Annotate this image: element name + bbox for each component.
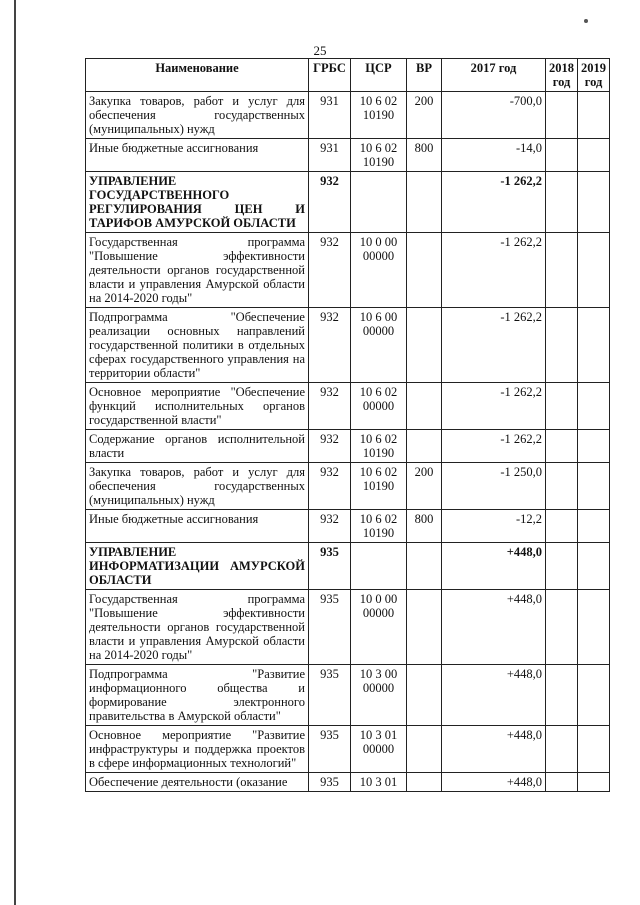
cell-grbs: 932 <box>309 463 351 510</box>
cell-name: Подпрограмма "Обеспечение реализации основных направлений государственной политики в отдельных сферах государственного управления на территории области" <box>86 308 309 383</box>
col-header-grbs: ГРБС <box>309 59 351 92</box>
cell-name: Государственная программа "Повышение эффективности деятельности органов государственной власти и управления Амурской области на 2014-2020 годы" <box>86 233 309 308</box>
cell-name: УПРАВЛЕНИЕ ГОСУДАРСТВЕННОГО РЕГУЛИРОВАНИЯ ЦЕН И ТАРИФОВ АМУРСКОЙ ОБЛАСТИ <box>86 172 309 233</box>
cell-grbs: 935 <box>309 590 351 665</box>
cell-grbs: 931 <box>309 92 351 139</box>
cell-2018 <box>546 430 578 463</box>
table-header-row <box>86 59 610 92</box>
cell-csr: 10 6 02 10190 <box>351 510 407 543</box>
cell-2019 <box>578 510 610 543</box>
col-header-name: Наименование <box>86 59 309 92</box>
cell-2018 <box>546 773 578 792</box>
cell-name: Государственная программа "Повышение эффективности деятельности органов государственной власти и управления Амурской области на 2014-2020 годы" <box>86 590 309 665</box>
table-row <box>86 308 610 383</box>
cell-2018 <box>546 92 578 139</box>
cell-vr <box>407 383 442 430</box>
cell-name: Иные бюджетные ассигнования <box>86 510 309 543</box>
cell-vr <box>407 430 442 463</box>
cell-2017: +448,0 <box>442 726 546 773</box>
cell-2017: -700,0 <box>442 92 546 139</box>
cell-grbs: 932 <box>309 510 351 543</box>
cell-csr: 10 6 02 10190 <box>351 430 407 463</box>
cell-2019 <box>578 383 610 430</box>
scan-mark <box>584 19 588 23</box>
col-header-vr: ВР <box>407 59 442 92</box>
cell-2017: +448,0 <box>442 665 546 726</box>
cell-2018 <box>546 233 578 308</box>
cell-2017: -12,2 <box>442 510 546 543</box>
cell-2019 <box>578 773 610 792</box>
cell-vr <box>407 665 442 726</box>
col-header-2017: 2017 год <box>442 59 546 92</box>
cell-grbs: 935 <box>309 543 351 590</box>
cell-grbs: 932 <box>309 308 351 383</box>
cell-2018 <box>546 543 578 590</box>
budget-table <box>85 58 610 792</box>
cell-2017: +448,0 <box>442 543 546 590</box>
cell-csr: 10 3 01 <box>351 773 407 792</box>
cell-vr <box>407 233 442 308</box>
table-row <box>86 139 610 172</box>
cell-vr: 800 <box>407 139 442 172</box>
cell-name: Обеспечение деятельности (оказание <box>86 773 309 792</box>
cell-name: Основное мероприятие "Развитие инфраструктуры и поддержка проектов в сфере информационных технологий" <box>86 726 309 773</box>
table-row <box>86 383 610 430</box>
cell-csr: 10 6 02 10190 <box>351 463 407 510</box>
cell-grbs: 932 <box>309 172 351 233</box>
cell-2019 <box>578 139 610 172</box>
col-header-csr: ЦСР <box>351 59 407 92</box>
cell-name: УПРАВЛЕНИЕ ИНФОРМАТИЗАЦИИ АМУРСКОЙ ОБЛАСТИ <box>86 543 309 590</box>
cell-csr: 10 6 00 00000 <box>351 308 407 383</box>
table-row <box>86 463 610 510</box>
table-row <box>86 543 610 590</box>
cell-name: Основное мероприятие "Обеспечение функций исполнительных органов государственной власти" <box>86 383 309 430</box>
cell-vr: 200 <box>407 92 442 139</box>
cell-2018 <box>546 383 578 430</box>
col-header-2018: 2018 год <box>546 59 578 92</box>
cell-vr <box>407 773 442 792</box>
cell-2018 <box>546 463 578 510</box>
cell-2017: -1 250,0 <box>442 463 546 510</box>
cell-vr: 800 <box>407 510 442 543</box>
cell-csr: 10 3 00 00000 <box>351 665 407 726</box>
cell-2019 <box>578 172 610 233</box>
cell-grbs: 935 <box>309 773 351 792</box>
cell-2019 <box>578 308 610 383</box>
cell-name: Иные бюджетные ассигнования <box>86 139 309 172</box>
table-row <box>86 590 610 665</box>
cell-grbs: 932 <box>309 233 351 308</box>
cell-csr: 10 6 02 10190 <box>351 139 407 172</box>
cell-2019 <box>578 726 610 773</box>
cell-grbs: 935 <box>309 726 351 773</box>
cell-2018 <box>546 139 578 172</box>
table-row <box>86 233 610 308</box>
cell-name: Содержание органов исполнительной власти <box>86 430 309 463</box>
cell-csr <box>351 543 407 590</box>
cell-2017: -1 262,2 <box>442 383 546 430</box>
table-row <box>86 773 610 792</box>
cell-2017: -1 262,2 <box>442 430 546 463</box>
cell-vr <box>407 172 442 233</box>
cell-2019 <box>578 590 610 665</box>
table-row <box>86 510 610 543</box>
cell-grbs: 931 <box>309 139 351 172</box>
cell-2018 <box>546 308 578 383</box>
cell-2017: -1 262,2 <box>442 233 546 308</box>
cell-2017: -14,0 <box>442 139 546 172</box>
page-number: 25 <box>313 43 327 58</box>
table-body <box>86 92 610 792</box>
cell-grbs: 932 <box>309 383 351 430</box>
cell-csr: 10 3 01 00000 <box>351 726 407 773</box>
cell-2019 <box>578 665 610 726</box>
cell-2019 <box>578 92 610 139</box>
table-row <box>86 726 610 773</box>
cell-csr: 10 0 00 00000 <box>351 590 407 665</box>
cell-csr <box>351 172 407 233</box>
cell-2017: +448,0 <box>442 773 546 792</box>
table-row <box>86 665 610 726</box>
col-header-2019: 2019 год <box>578 59 610 92</box>
cell-2017: -1 262,2 <box>442 172 546 233</box>
cell-2018 <box>546 665 578 726</box>
cell-grbs: 935 <box>309 665 351 726</box>
cell-2018 <box>546 590 578 665</box>
cell-name: Подпрограмма "Развитие информационного общества и формирование электронного правительства в Амурской области" <box>86 665 309 726</box>
cell-2017: -1 262,2 <box>442 308 546 383</box>
cell-2018 <box>546 172 578 233</box>
table-row <box>86 430 610 463</box>
cell-vr <box>407 543 442 590</box>
cell-name: Закупка товаров, работ и услуг для обеспечения государственных (муниципальных) нужд <box>86 463 309 510</box>
cell-2018 <box>546 510 578 543</box>
cell-vr <box>407 726 442 773</box>
cell-grbs: 932 <box>309 430 351 463</box>
cell-2019 <box>578 430 610 463</box>
cell-2019 <box>578 543 610 590</box>
table-row <box>86 92 610 139</box>
cell-2018 <box>546 726 578 773</box>
scan-edge <box>14 0 16 905</box>
cell-csr: 10 0 00 00000 <box>351 233 407 308</box>
cell-2019 <box>578 463 610 510</box>
cell-csr: 10 6 02 10190 <box>351 92 407 139</box>
cell-vr: 200 <box>407 463 442 510</box>
table-row <box>86 172 610 233</box>
cell-vr <box>407 308 442 383</box>
cell-csr: 10 6 02 00000 <box>351 383 407 430</box>
cell-vr <box>407 590 442 665</box>
cell-name: Закупка товаров, работ и услуг для обеспечения государственных (муниципальных) нужд <box>86 92 309 139</box>
cell-2019 <box>578 233 610 308</box>
cell-2017: +448,0 <box>442 590 546 665</box>
